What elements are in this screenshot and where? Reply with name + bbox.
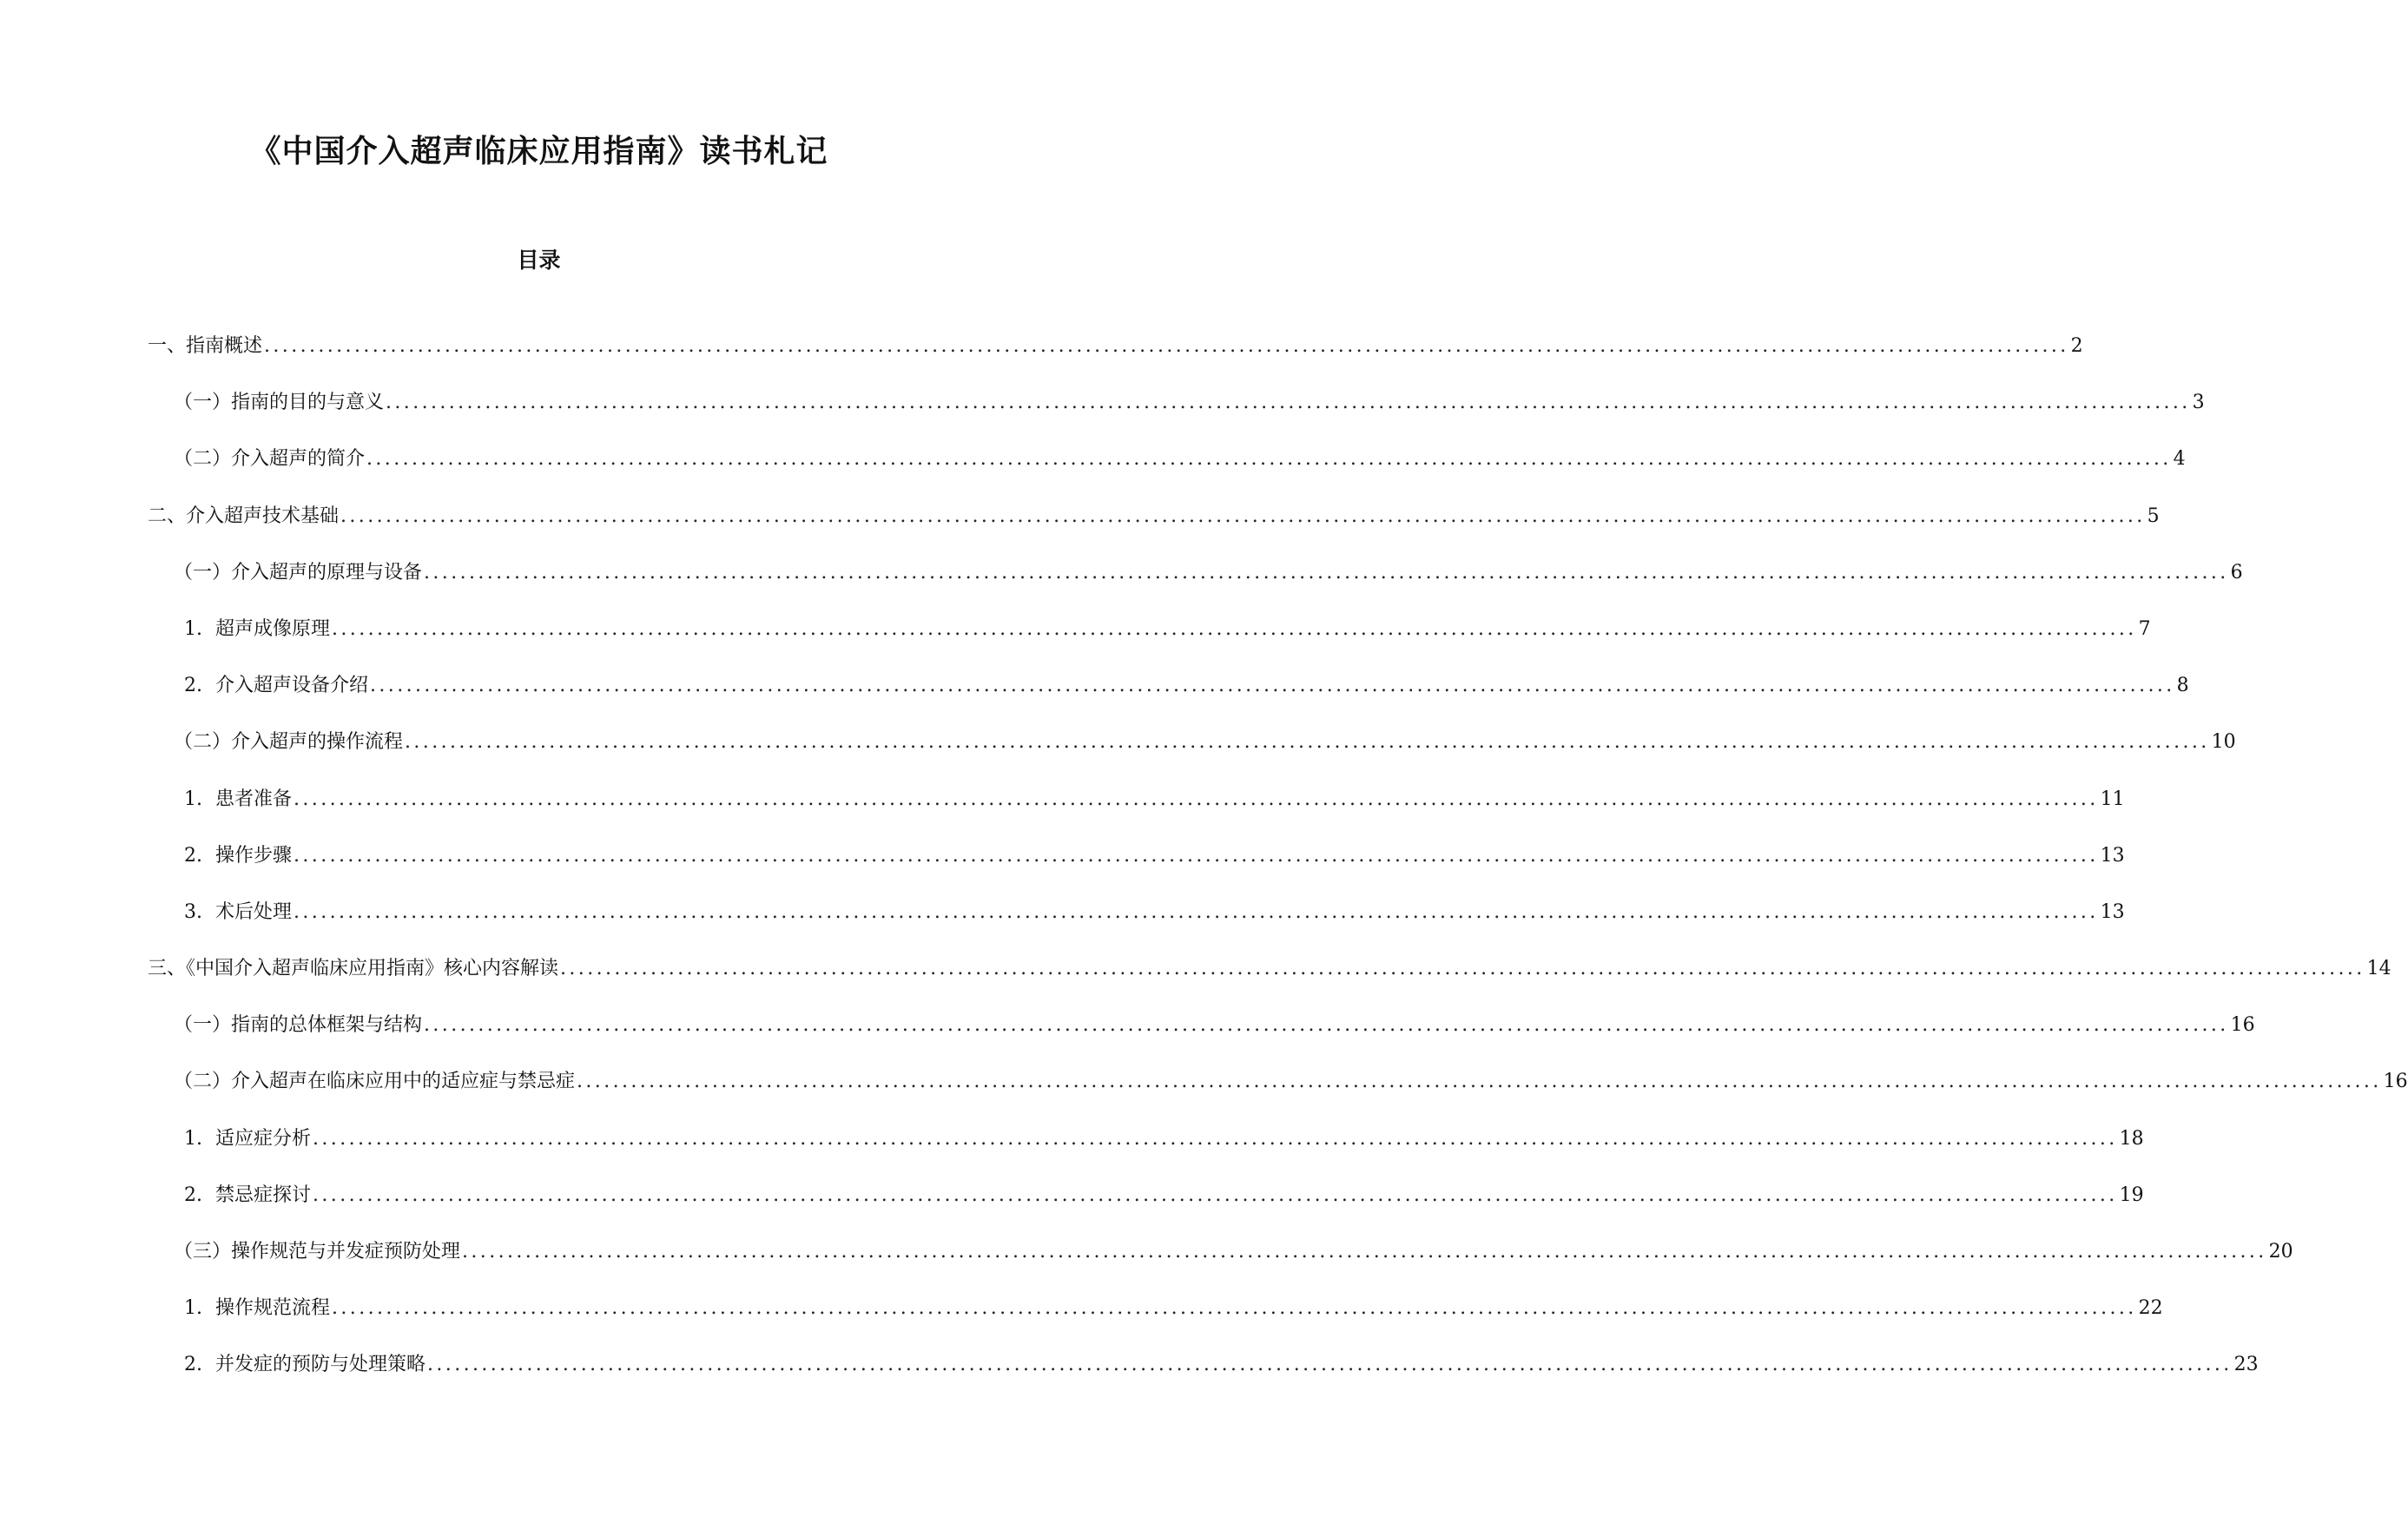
toc-page-number: 13 <box>2100 844 2125 867</box>
toc-entry[interactable] <box>0 729 2236 786</box>
toc-page-number: 8 <box>2176 675 2189 697</box>
toc-entry-text: 操作步骤 <box>215 844 293 867</box>
toc-entry[interactable] <box>0 1012 2255 1069</box>
table-of-contents <box>0 333 2408 1409</box>
toc-entry-text: 介入超声设备介绍 <box>215 675 369 697</box>
toc-entry[interactable] <box>0 560 2243 616</box>
toc-dot-leader: ........................................................................................................................................................................................................ <box>294 900 2099 923</box>
toc-dot-leader: ........................................................................................................................................................................................................ <box>332 1297 2137 1320</box>
toc-entry-number: 1. <box>184 1297 202 1320</box>
toc-entry-label <box>148 956 558 982</box>
toc-entry-label <box>174 729 403 755</box>
toc-entry-text: 并发症的预防与处理策略 <box>215 1354 426 1376</box>
toc-entry-label <box>184 616 330 643</box>
toc-dot-leader: ........................................................................................................................................................................................................ <box>424 561 2229 583</box>
toc-dot-leader: ........................................................................................................................................................................................................ <box>313 1127 2118 1150</box>
toc-page-number: 10 <box>2211 731 2236 754</box>
toc-page-number: 4 <box>2173 448 2186 471</box>
toc-entry-text: （一）指南的总体框架与结构 <box>174 1014 423 1037</box>
toc-entry-text: 禁忌症探讨 <box>215 1183 312 1206</box>
toc-entry-number: 2. <box>184 675 202 697</box>
toc-entry[interactable] <box>0 390 2205 446</box>
toc-entry[interactable] <box>0 616 2151 673</box>
toc-entry[interactable] <box>0 1069 2408 1125</box>
toc-entry[interactable] <box>0 1183 2144 1239</box>
toc-entry-text: 超声成像原理 <box>215 617 331 640</box>
toc-entry-text: （一）指南的目的与意义 <box>174 392 385 414</box>
toc-entry-label <box>148 504 339 530</box>
toc-entry[interactable] <box>0 673 2189 729</box>
toc-entry-label <box>174 1239 460 1265</box>
toc-page-number: 14 <box>2366 958 2392 980</box>
toc-entry-text: 一、指南概述 <box>148 335 263 357</box>
toc-page-number: 20 <box>2268 1241 2293 1263</box>
toc-page-number: 6 <box>2230 561 2243 583</box>
toc-entry-number: 2. <box>184 1183 202 1206</box>
toc-page-number: 18 <box>2119 1127 2144 1150</box>
toc-entry-number: 1. <box>184 788 202 810</box>
toc-entry[interactable] <box>0 900 2125 956</box>
toc-entry[interactable] <box>0 1296 2163 1352</box>
toc-entry-label <box>184 1296 330 1322</box>
toc-page-number: 22 <box>2138 1297 2163 1320</box>
toc-page-number: 16 <box>2230 1014 2255 1037</box>
toc-page-number: 23 <box>2233 1354 2259 1376</box>
toc-entry-label <box>184 843 292 869</box>
toc-entry-label <box>184 1183 311 1209</box>
toc-dot-leader: ........................................................................................................................................................................................................ <box>462 1241 2267 1263</box>
toc-dot-leader: ........................................................................................................................................................................................................ <box>332 617 2137 640</box>
toc-dot-leader: ........................................................................................................................................................................................................ <box>340 504 2146 527</box>
toc-dot-leader: ........................................................................................................................................................................................................ <box>424 1014 2229 1037</box>
toc-dot-leader: ........................................................................................................................................................................................................ <box>405 731 2210 754</box>
toc-entry-text: 术后处理 <box>215 900 293 923</box>
toc-entry-text: （三）操作规范与并发症预防处理 <box>174 1241 461 1263</box>
toc-entry-label <box>174 390 384 416</box>
toc-entry-label <box>174 446 365 472</box>
toc-page-number: 13 <box>2100 900 2125 923</box>
toc-entry-number: 1. <box>184 1127 202 1150</box>
toc-dot-leader: ........................................................................................................................................................................................................ <box>294 844 2099 867</box>
toc-entry[interactable] <box>0 446 2186 503</box>
toc-entry-number: 2. <box>184 1354 202 1376</box>
toc-dot-leader: ........................................................................................................................................................................................................ <box>366 448 2172 471</box>
toc-dot-leader: ........................................................................................................................................................................................................ <box>577 1071 2382 1093</box>
toc-dot-leader: ........................................................................................................................................................................................................ <box>386 392 2191 414</box>
toc-entry-text: （二）介入超声的操作流程 <box>174 731 404 754</box>
toc-entry-label <box>184 1352 426 1378</box>
toc-page-number: 16 <box>2383 1071 2408 1093</box>
toc-entry-label <box>174 1069 575 1095</box>
toc-heading: 目录 <box>517 247 561 273</box>
toc-dot-leader: ........................................................................................................................................................................................................ <box>294 788 2099 810</box>
toc-entry-text: （一）介入超声的原理与设备 <box>174 561 423 583</box>
toc-entry[interactable] <box>0 1239 2293 1296</box>
toc-entry-label <box>184 673 368 699</box>
toc-entry-label <box>184 1126 311 1152</box>
toc-entry-label <box>148 333 262 359</box>
toc-entry-text: （二）介入超声在临床应用中的适应症与禁忌症 <box>174 1071 576 1093</box>
toc-entry-label <box>174 560 422 586</box>
toc-entry-text: 操作规范流程 <box>215 1297 331 1320</box>
toc-entry[interactable] <box>0 504 2160 560</box>
toc-entry-text: （二）介入超声的简介 <box>174 448 366 471</box>
toc-entry-text: 适应症分析 <box>215 1127 312 1150</box>
toc-entry-label <box>174 1012 422 1038</box>
toc-dot-leader: ........................................................................................................................................................................................................ <box>264 335 2069 357</box>
toc-page-number: 19 <box>2119 1183 2144 1206</box>
toc-entry-text: 三、《中国介入超声临床应用指南》核心内容解读 <box>148 958 559 980</box>
toc-entry-number: 2. <box>184 844 202 867</box>
toc-entry[interactable] <box>0 843 2125 900</box>
toc-dot-leader: ........................................................................................................................................................................................................ <box>560 958 2365 980</box>
toc-page-number: 5 <box>2147 504 2160 527</box>
toc-entry[interactable] <box>0 787 2125 843</box>
toc-entry[interactable] <box>0 1126 2144 1183</box>
toc-dot-leader: ........................................................................................................................................................................................................ <box>427 1354 2233 1376</box>
toc-page-number: 2 <box>2070 335 2083 357</box>
toc-dot-leader: ........................................................................................................................................................................................................ <box>313 1183 2118 1206</box>
toc-entry-text: 患者准备 <box>215 788 293 810</box>
toc-entry-text: 二、介入超声技术基础 <box>148 504 340 527</box>
toc-entry[interactable] <box>0 956 2392 1012</box>
document-title: 《中国介入超声临床应用指南》读书札记 <box>249 134 828 169</box>
toc-page-number: 11 <box>2100 788 2125 810</box>
toc-page-number: 3 <box>2192 392 2205 414</box>
toc-dot-leader: ........................................................................................................................................................................................................ <box>370 675 2175 697</box>
toc-entry-label <box>184 787 292 813</box>
toc-page-number: 7 <box>2138 617 2151 640</box>
toc-entry-number: 1. <box>184 617 202 640</box>
toc-entry-number: 3. <box>184 900 202 923</box>
toc-entry-label <box>184 900 292 926</box>
toc-entry[interactable] <box>0 1352 2259 1408</box>
toc-entry[interactable] <box>0 333 2083 390</box>
